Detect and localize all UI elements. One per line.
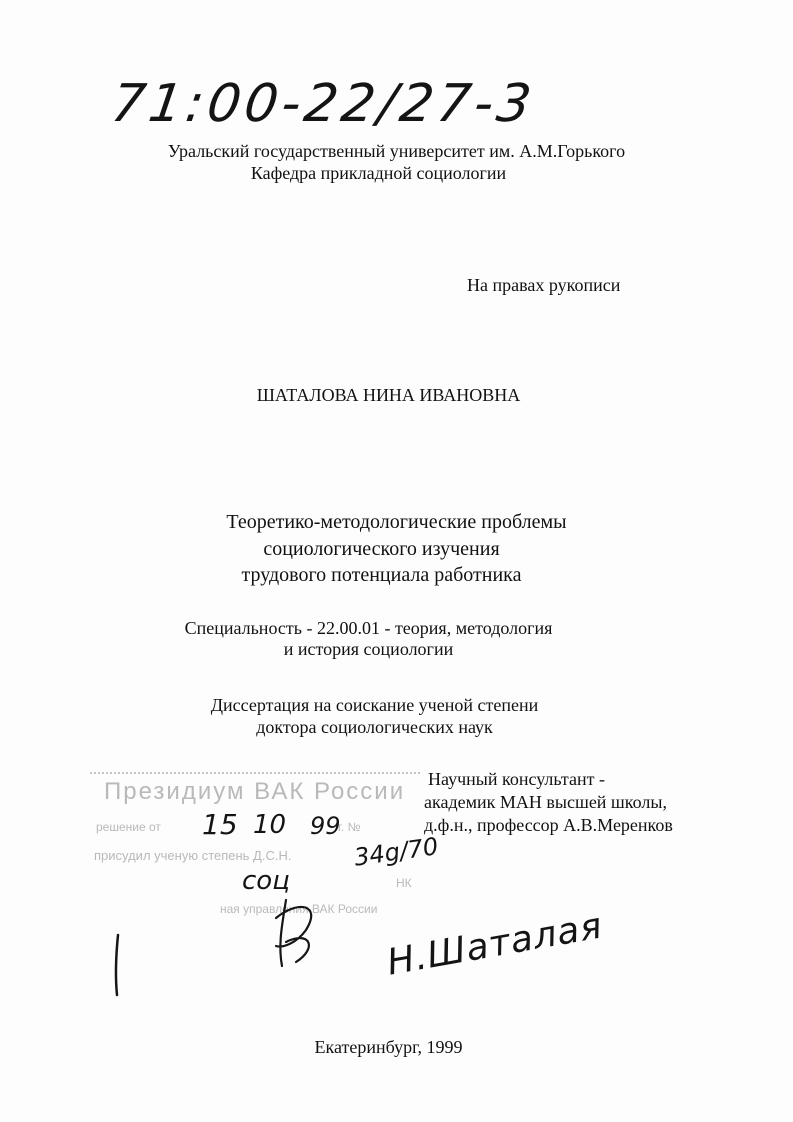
dissertation-title-line-3: трудового потенциала работника (241, 564, 522, 586)
consultant-line-3: д.ф.н., профессор А.В.Меренков (424, 815, 673, 835)
ink-vertical-stroke (116, 935, 118, 995)
dissertation-title-line-2: социологического изучения (263, 538, 500, 560)
stamp-handwritten-degree: соц (242, 866, 290, 896)
department-name: Кафедра прикладной социологии (250, 163, 507, 183)
dissertation-title-line-1: Теоретико-методологические проблемы (226, 511, 567, 533)
stamp-line-1-label: решение от (96, 820, 161, 834)
stamp-signature-scribble (276, 900, 311, 966)
stamp-line-1-tail: г. № (338, 820, 361, 834)
stamp-date-year: 99 (310, 812, 341, 840)
stamp-heading: Президиум ВАК России (104, 778, 406, 805)
specialty-line-2: и история социологии (283, 639, 454, 659)
university-name: Уральский государственный университет им. А.М.Горького (167, 141, 626, 161)
dissertation-degree-line-2: доктора социологических наук (256, 717, 493, 737)
stamp-date-month: 10 (253, 810, 287, 840)
consultant-line-1: Научный консультант - (428, 769, 605, 789)
consultant-line-2: академик МАН высшей школы, (424, 792, 667, 812)
archive-code: 71:00-22/27-3 (107, 74, 539, 134)
specialty-line-1: Специальность - 22.00.01 - теория, методология (184, 618, 553, 638)
rights-note: На правах рукописи (467, 275, 621, 295)
author-name: ШАТАЛОВА НИНА ИВАНОВНА (256, 385, 521, 405)
stamp-line-2: присудил ученую степень Д.С.Н. (94, 848, 292, 863)
author-signature: Н.Шаталая (384, 905, 606, 984)
stamp-decision-number: 34g/70 (352, 832, 440, 872)
stamp-date-day: 15 (202, 808, 238, 841)
city-year: Екатеринбург, 1999 (314, 1037, 463, 1057)
stamp-line-4: ная управления ВАК России (220, 902, 378, 916)
stamp-line-3-tail: НК (396, 876, 412, 890)
dissertation-degree-line-1: Диссертация на соискание ученой степени (210, 695, 539, 715)
